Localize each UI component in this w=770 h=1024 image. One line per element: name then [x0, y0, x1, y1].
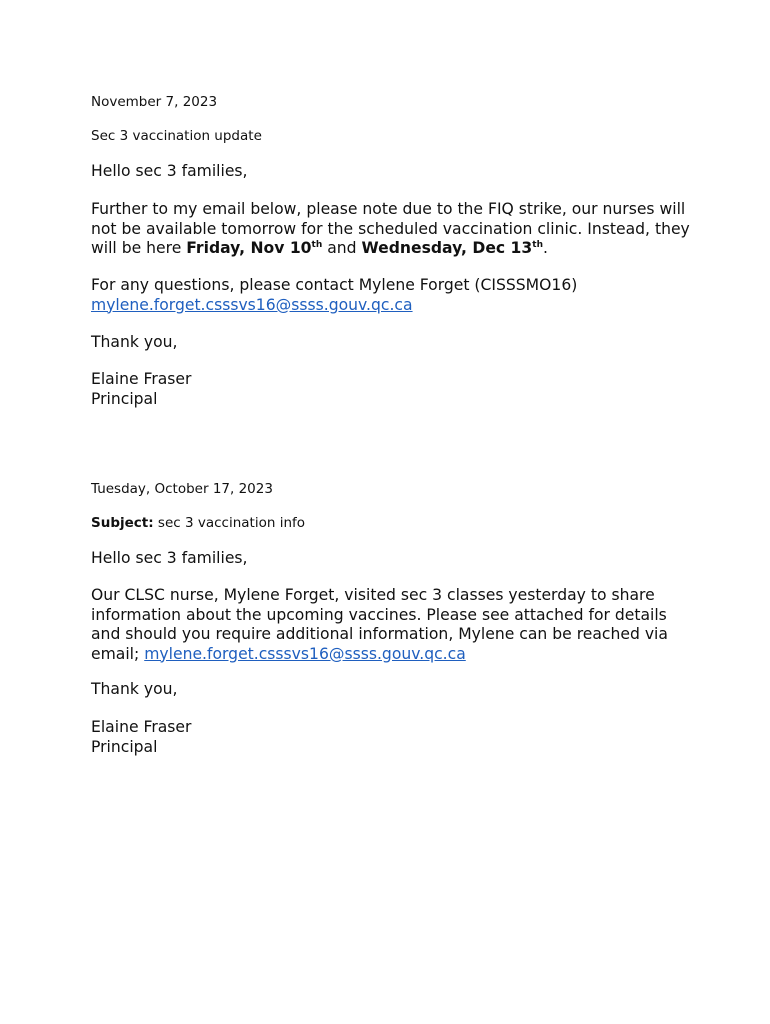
- notice2-body-text: Our CLSC nurse, Mylene Forget, visited sec 3 classes yesterday to share information about the upcoming vaccines. Please see attached for details and should you require additional information, Mylene can be reached via email;: [91, 586, 668, 663]
- notice1-body: [91, 200, 691, 259]
- notice1-email-link[interactable]: mylene.forget.csssvs16@ssss.gouv.qc.ca: [91, 295, 413, 314]
- notice1-date2-main: Wednesday, Dec 13: [361, 239, 533, 257]
- notice1-contact: [91, 276, 691, 315]
- notice2-subject: sec 3 vaccination info: [153, 515, 306, 531]
- notice1-sign-name: Elaine Fraser: [91, 370, 192, 388]
- notice2-signature: [91, 718, 691, 757]
- notice1-thanks: Thank you,: [91, 333, 178, 351]
- notice1-date1: [186, 239, 322, 257]
- notice1-greeting: Hello sec 3 families,: [91, 162, 248, 180]
- notice2-sign-title: Principal: [91, 737, 158, 756]
- notice1-date2-sup: th: [532, 240, 543, 250]
- notice2-sign-name: Elaine Fraser: [91, 718, 192, 736]
- notice1-date: November 7, 2023: [91, 94, 218, 110]
- notice2-greeting: Hello sec 3 families,: [91, 549, 248, 567]
- notice2-email-link[interactable]: mylene.forget.csssvs16@ssss.gouv.qc.ca: [144, 644, 466, 663]
- notice1-signature: [91, 370, 691, 409]
- notice2-date: Tuesday, October 17, 2023: [91, 481, 273, 497]
- notice2-body: [91, 586, 691, 664]
- notice1-date1-sup: th: [311, 240, 323, 250]
- notice1-date2: [362, 239, 543, 257]
- notice1-and-text: and: [322, 239, 362, 257]
- notice1-sign-title: Principal: [91, 389, 158, 408]
- notice1-date1-main: Friday, Nov 10: [186, 239, 312, 257]
- notice1-period: .: [542, 239, 548, 257]
- notice2-subject-line: [91, 514, 691, 532]
- notice2-subject-label: Subject:: [91, 515, 154, 531]
- notice1-body-text: Further to my email below, please note due to the FIQ strike, our nurses will not be available tomorrow for the scheduled vaccination clinic. Instead, they will be here: [91, 200, 690, 257]
- notice1-subject: Sec 3 vaccination update: [91, 128, 262, 144]
- notice2-thanks: Thank you,: [91, 680, 178, 698]
- notice1-contact-text: For any questions, please contact Mylene Forget (CISSSMO16): [91, 276, 578, 294]
